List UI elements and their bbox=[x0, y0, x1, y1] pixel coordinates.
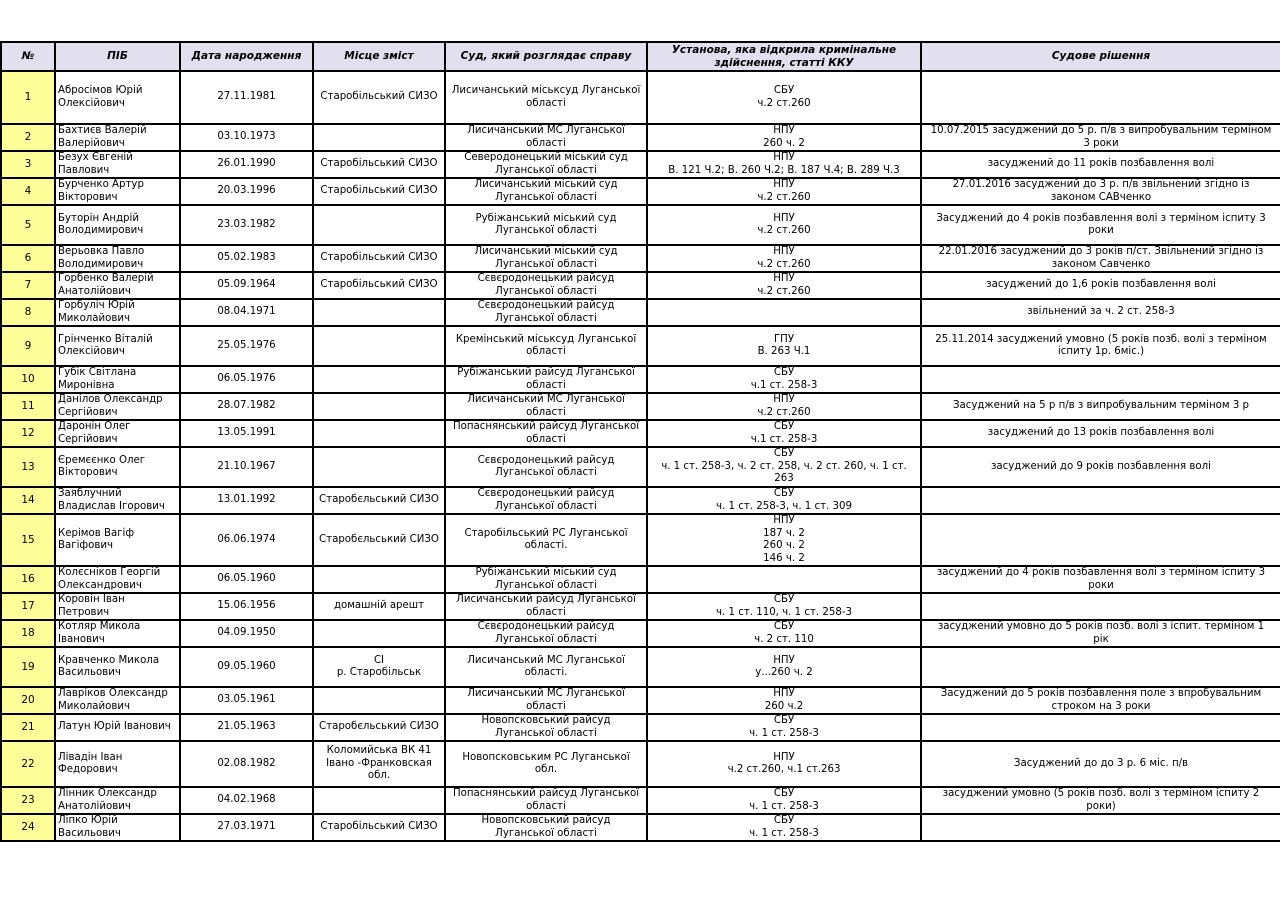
court-decision bbox=[921, 814, 1280, 841]
agency-articles: НПУ 260 ч.2 bbox=[647, 687, 921, 714]
row-number: 12 bbox=[1, 420, 55, 447]
court-name: Рубіжанський міський суд Луганської області bbox=[445, 566, 647, 593]
court-name: Попаснянський райсуд Луганської області bbox=[445, 420, 647, 447]
table-row bbox=[1, 366, 1280, 393]
birth-date: 21.05.1963 bbox=[180, 714, 313, 741]
table-row bbox=[1, 393, 1280, 420]
row-number: 21 bbox=[1, 714, 55, 741]
table-row bbox=[1, 272, 1280, 299]
table-row bbox=[1, 487, 1280, 514]
court-decision: 22.01.2016 засуджений до 3 років п/ст. Звільнений згідно із законом Савченко bbox=[921, 245, 1280, 272]
agency-articles: НПУ ч.2 ст.260 bbox=[647, 272, 921, 299]
court-name: Лисичанський МС Луганської області. bbox=[445, 647, 647, 687]
detention-place bbox=[313, 420, 445, 447]
table-row bbox=[1, 245, 1280, 272]
birth-date: 25.05.1976 bbox=[180, 326, 313, 366]
court-decision: засуджений до 4 років позбавлення волі з терміном іспиту 3 роки bbox=[921, 566, 1280, 593]
agency-articles: СБУ ч. 1 ст. 258-3 bbox=[647, 714, 921, 741]
agency-articles: СБУ ч. 2 ст. 110 bbox=[647, 620, 921, 647]
birth-date: 21.10.1967 bbox=[180, 447, 313, 487]
person-name: Горбенко Валерій Анатолійович bbox=[55, 272, 180, 299]
birth-date: 03.05.1961 bbox=[180, 687, 313, 714]
detention-place: домашній арешт bbox=[313, 593, 445, 620]
agency-articles: НПУ ч.2 ст.260 bbox=[647, 245, 921, 272]
row-number: 22 bbox=[1, 741, 55, 787]
row-number: 9 bbox=[1, 326, 55, 366]
court-decision: 27.01.2016 засуджений до 3 р. п/в звільнений згідно із законом САВченко bbox=[921, 178, 1280, 205]
person-name: Верьовка Павло Володимирович bbox=[55, 245, 180, 272]
detention-place: Старобільський СИЗО bbox=[313, 814, 445, 841]
person-name: Латун Юрій Іванович bbox=[55, 714, 180, 741]
row-number: 24 bbox=[1, 814, 55, 841]
detention-place bbox=[313, 366, 445, 393]
table-body bbox=[1, 71, 1280, 841]
table-row bbox=[1, 566, 1280, 593]
table-row bbox=[1, 514, 1280, 566]
person-name: Котляр Микола Іванович bbox=[55, 620, 180, 647]
court-name: Лисичанський міський суд Луганської області bbox=[445, 245, 647, 272]
detention-place bbox=[313, 205, 445, 245]
table-row bbox=[1, 647, 1280, 687]
detention-place: Коломийська ВК 41 Івано -Франковская обл. bbox=[313, 741, 445, 787]
birth-date: 13.01.1992 bbox=[180, 487, 313, 514]
court-name: Лисичанський міськсуд Луганської області bbox=[445, 71, 647, 124]
row-number: 8 bbox=[1, 299, 55, 326]
table-row bbox=[1, 151, 1280, 178]
row-number: 2 bbox=[1, 124, 55, 151]
court-decision: 25.11.2014 засуджений умовно (5 років позб. волі з терміном іспиту 1р. 6міс.) bbox=[921, 326, 1280, 366]
detention-place bbox=[313, 393, 445, 420]
table-row bbox=[1, 814, 1280, 841]
court-name: Сєвєродонецький райсуд Луганської області bbox=[445, 447, 647, 487]
person-name: Горбуліч Юрій Миколайович bbox=[55, 299, 180, 326]
court-name: Рубіжанський райсуд Луганської області bbox=[445, 366, 647, 393]
agency-articles: НПУ 187 ч. 2 260 ч. 2 146 ч. 2 bbox=[647, 514, 921, 566]
table-row bbox=[1, 178, 1280, 205]
person-name: Заяблучний Владислав Ігорович bbox=[55, 487, 180, 514]
agency-articles: НПУ В. 121 Ч.2; В. 260 Ч.2; В. 187 Ч.4; В. 289 Ч.3 bbox=[647, 151, 921, 178]
agency-articles: НПУ у...260 ч. 2 bbox=[647, 647, 921, 687]
court-decision bbox=[921, 593, 1280, 620]
table-row bbox=[1, 420, 1280, 447]
birth-date: 03.10.1973 bbox=[180, 124, 313, 151]
detention-place bbox=[313, 566, 445, 593]
birth-date: 02.08.1982 bbox=[180, 741, 313, 787]
detention-place bbox=[313, 124, 445, 151]
court-name: Сєвєродонецький райсуд Луганської області bbox=[445, 620, 647, 647]
row-number: 16 bbox=[1, 566, 55, 593]
row-number: 11 bbox=[1, 393, 55, 420]
person-name: Колєсніков Георгій Олександрович bbox=[55, 566, 180, 593]
court-name: Новопсковським РС Луганської обл. bbox=[445, 741, 647, 787]
court-decision: засуджений до 1,6 років позбавлення волі bbox=[921, 272, 1280, 299]
agency-articles bbox=[647, 566, 921, 593]
row-number: 1 bbox=[1, 71, 55, 124]
header-court-decision: Судове рішення bbox=[921, 42, 1280, 71]
court-decision: 10.07.2015 засуджений до 5 р. п/в з випробувальним терміном 3 роки bbox=[921, 124, 1280, 151]
court-decision bbox=[921, 514, 1280, 566]
agency-articles: СБУ ч. 1 ст. 258-3 bbox=[647, 814, 921, 841]
header-full-name: ПІБ bbox=[55, 42, 180, 71]
agency-articles: НПУ ч.2 ст.260 bbox=[647, 393, 921, 420]
court-name: Северодонецький міський суд Луганської області bbox=[445, 151, 647, 178]
header-court: Суд, який розглядає справу bbox=[445, 42, 647, 71]
agency-articles: ГПУ В. 263 Ч.1 bbox=[647, 326, 921, 366]
detention-place: Старобільський СИЗО bbox=[313, 151, 445, 178]
detention-place: Старобєльський СИЗО bbox=[313, 514, 445, 566]
person-name: Лівадін Іван Федорович bbox=[55, 741, 180, 787]
court-name: Сєвєродонецький райсуд Луганської області bbox=[445, 487, 647, 514]
row-number: 13 bbox=[1, 447, 55, 487]
court-name: Лисичанський МС Луганської області bbox=[445, 124, 647, 151]
court-name: Попаснянський райсуд Луганської області bbox=[445, 787, 647, 814]
detention-place bbox=[313, 620, 445, 647]
birth-date: 28.07.1982 bbox=[180, 393, 313, 420]
court-name: Лисичанський МС Луганської області bbox=[445, 687, 647, 714]
detention-place bbox=[313, 326, 445, 366]
header-detention-place: Місце зміст bbox=[313, 42, 445, 71]
table-row bbox=[1, 447, 1280, 487]
row-number: 14 bbox=[1, 487, 55, 514]
court-decision: Засуджений до до 3 р. 6 міс. п/в bbox=[921, 741, 1280, 787]
detention-place: СІ р. Старобільськ bbox=[313, 647, 445, 687]
row-number: 17 bbox=[1, 593, 55, 620]
agency-articles: СБУ ч. 1 ст. 258-3, ч. 2 ст. 258, ч. 2 ст. 260, ч. 1 ст. 263 bbox=[647, 447, 921, 487]
birth-date: 06.05.1960 bbox=[180, 566, 313, 593]
court-decision bbox=[921, 487, 1280, 514]
birth-date: 06.06.1974 bbox=[180, 514, 313, 566]
birth-date: 05.02.1983 bbox=[180, 245, 313, 272]
birth-date: 15.06.1956 bbox=[180, 593, 313, 620]
prisoners-table bbox=[0, 41, 1280, 842]
row-number: 20 bbox=[1, 687, 55, 714]
person-name: Данілов Олександр Сергійович bbox=[55, 393, 180, 420]
court-name: Сєвєродонецький райсуд Луганської області bbox=[445, 272, 647, 299]
table-row bbox=[1, 620, 1280, 647]
prisoners-table-container bbox=[0, 41, 1280, 842]
detention-place: Старобільський СИЗО bbox=[313, 272, 445, 299]
detention-place bbox=[313, 687, 445, 714]
agency-articles: НПУ 260 ч. 2 bbox=[647, 124, 921, 151]
detention-place bbox=[313, 787, 445, 814]
header-agency-articles: Установа, яка відкрила кримінальне здійснення, статті ККУ bbox=[647, 42, 921, 71]
detention-place: Старобільський СИЗО bbox=[313, 178, 445, 205]
detention-place bbox=[313, 299, 445, 326]
court-name: Лисичанський МС Луганської області bbox=[445, 393, 647, 420]
person-name: Бахтиєв Валерій Валерійович bbox=[55, 124, 180, 151]
person-name: Ліпко Юрій Васильович bbox=[55, 814, 180, 841]
birth-date: 27.11.1981 bbox=[180, 71, 313, 124]
birth-date: 09.05.1960 bbox=[180, 647, 313, 687]
court-name: Сєвєродонецький райсуд Луганської області bbox=[445, 299, 647, 326]
agency-articles: СБУ ч. 1 ст. 258-3, ч. 1 ст. 309 bbox=[647, 487, 921, 514]
person-name: Лінник Олександр Анатолійович bbox=[55, 787, 180, 814]
table-row bbox=[1, 299, 1280, 326]
row-number: 18 bbox=[1, 620, 55, 647]
court-decision: засуджений умовно до 5 років позб. волі з іспит. терміном 1 рік bbox=[921, 620, 1280, 647]
court-name: Старобільський РС Луганської області. bbox=[445, 514, 647, 566]
court-name: Лисичанський райсуд Луганської області bbox=[445, 593, 647, 620]
row-number: 6 bbox=[1, 245, 55, 272]
agency-articles: НПУ ч.2 ст.260 bbox=[647, 178, 921, 205]
court-name: Рубіжанський міський суд Луганської області bbox=[445, 205, 647, 245]
court-name: Лисичанський міський суд Луганської області bbox=[445, 178, 647, 205]
court-decision: Засуджений на 5 р п/в з випробувальним терміном 3 р bbox=[921, 393, 1280, 420]
birth-date: 20.03.1996 bbox=[180, 178, 313, 205]
row-number: 4 bbox=[1, 178, 55, 205]
header-number: № bbox=[1, 42, 55, 71]
person-name: Безух Євгеній Павлович bbox=[55, 151, 180, 178]
birth-date: 04.02.1968 bbox=[180, 787, 313, 814]
header-birth-date: Дата народження bbox=[180, 42, 313, 71]
detention-place: Старобільський СИЗО bbox=[313, 71, 445, 124]
birth-date: 04.09.1950 bbox=[180, 620, 313, 647]
table-row bbox=[1, 71, 1280, 124]
table-row bbox=[1, 687, 1280, 714]
birth-date: 26.01.1990 bbox=[180, 151, 313, 178]
agency-articles: СБУ ч. 1 ст. 258-3 bbox=[647, 787, 921, 814]
table-row bbox=[1, 714, 1280, 741]
person-name: Даронін Олег Сергійович bbox=[55, 420, 180, 447]
table-row bbox=[1, 205, 1280, 245]
detention-place bbox=[313, 447, 445, 487]
detention-place: Старобільський СИЗО bbox=[313, 245, 445, 272]
court-decision: засуджений умовно (5 років позб. волі з терміном іспиту 2 роки) bbox=[921, 787, 1280, 814]
table-row bbox=[1, 593, 1280, 620]
person-name: Губік Світлана Миронівна bbox=[55, 366, 180, 393]
person-name: Лавріков Олександр Миколайович bbox=[55, 687, 180, 714]
court-decision bbox=[921, 714, 1280, 741]
court-name: Новопсковський райсуд Луганської області bbox=[445, 814, 647, 841]
row-number: 15 bbox=[1, 514, 55, 566]
birth-date: 05.09.1964 bbox=[180, 272, 313, 299]
person-name: Кравченко Микола Васильович bbox=[55, 647, 180, 687]
person-name: Коровін Іван Петрович bbox=[55, 593, 180, 620]
row-number: 5 bbox=[1, 205, 55, 245]
person-name: Єремєєнко Олег Вікторович bbox=[55, 447, 180, 487]
court-name: Новопсковський райсуд Луганської області bbox=[445, 714, 647, 741]
court-name: Кремінський міськсуд Луганської області bbox=[445, 326, 647, 366]
detention-place: Старобєльський СИЗО bbox=[313, 487, 445, 514]
court-decision bbox=[921, 647, 1280, 687]
table-row bbox=[1, 787, 1280, 814]
court-decision: звільнений за ч. 2 ст. 258-3 bbox=[921, 299, 1280, 326]
row-number: 3 bbox=[1, 151, 55, 178]
row-number: 19 bbox=[1, 647, 55, 687]
person-name: Буторін Андрій Володимирович bbox=[55, 205, 180, 245]
table-row bbox=[1, 741, 1280, 787]
court-decision bbox=[921, 366, 1280, 393]
table-header-row bbox=[1, 42, 1280, 71]
agency-articles: НПУ ч.2 ст.260 bbox=[647, 205, 921, 245]
person-name: Абросімов Юрій Олексійович bbox=[55, 71, 180, 124]
row-number: 23 bbox=[1, 787, 55, 814]
agency-articles: СБУ ч. 1 ст. 110, ч. 1 ст. 258-3 bbox=[647, 593, 921, 620]
person-name: Бурченко Артур Вікторович bbox=[55, 178, 180, 205]
row-number: 10 bbox=[1, 366, 55, 393]
court-decision: Засуджений до 4 років позбавлення волі з терміном іспиту 3 роки bbox=[921, 205, 1280, 245]
agency-articles: СБУ ч.1 ст. 258-3 bbox=[647, 366, 921, 393]
row-number: 7 bbox=[1, 272, 55, 299]
agency-articles: СБУ ч.1 ст. 258-3 bbox=[647, 420, 921, 447]
agency-articles bbox=[647, 299, 921, 326]
person-name: Грінченко Віталій Олексійович bbox=[55, 326, 180, 366]
birth-date: 06.05.1976 bbox=[180, 366, 313, 393]
court-decision: Засуджений до 5 років позбавлення поле з впробувальним строком на 3 роки bbox=[921, 687, 1280, 714]
court-decision: засуджений до 9 років позбавлення волі bbox=[921, 447, 1280, 487]
birth-date: 13.05.1991 bbox=[180, 420, 313, 447]
detention-place: Старобєльський СИЗО bbox=[313, 714, 445, 741]
agency-articles: СБУ ч.2 ст.260 bbox=[647, 71, 921, 124]
person-name: Керімов Вагіф Вагіфович bbox=[55, 514, 180, 566]
table-row bbox=[1, 124, 1280, 151]
court-decision bbox=[921, 71, 1280, 124]
birth-date: 08.04.1971 bbox=[180, 299, 313, 326]
agency-articles: НПУ ч.2 ст.260, ч.1 ст.263 bbox=[647, 741, 921, 787]
table-row bbox=[1, 326, 1280, 366]
court-decision: засуджений до 11 років позбавлення волі bbox=[921, 151, 1280, 178]
birth-date: 23.03.1982 bbox=[180, 205, 313, 245]
court-decision: засуджений до 13 років позбавлення волі bbox=[921, 420, 1280, 447]
birth-date: 27.03.1971 bbox=[180, 814, 313, 841]
